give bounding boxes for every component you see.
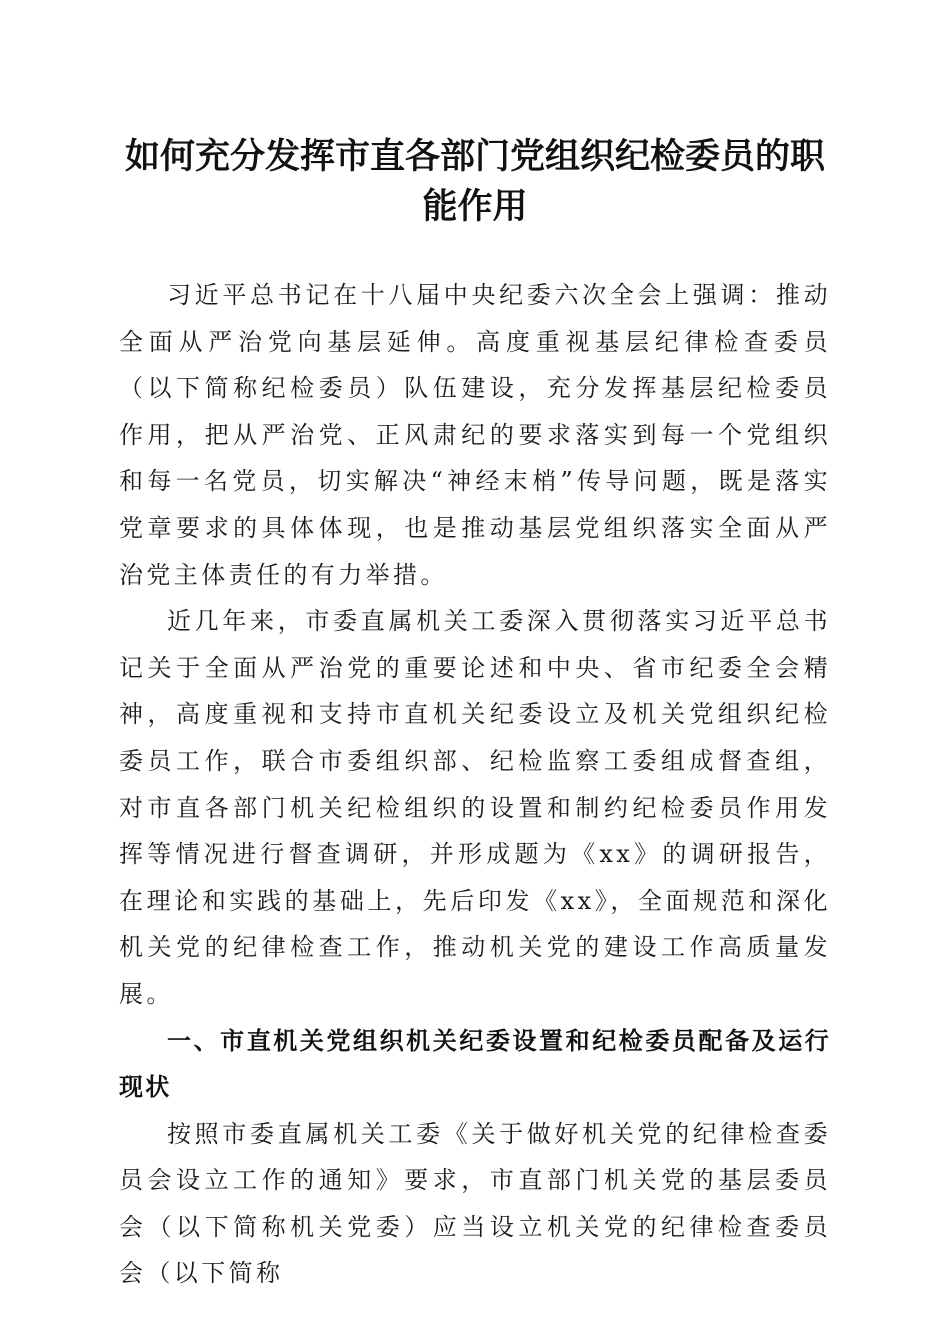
section-heading: 一、市直机关党组织机关纪委设置和纪检委员配备及运行现状 [119,1026,831,1102]
paragraph-section-1: 按照市委直属机关工委《关于做好机关党的纪律检查委员会设立工作的通知》要求，市直部门机关党的基层委员会（以下简称机关党委）应当设立机关党的纪律检查委员会（以下简称 [119,1119,831,1288]
paragraph-intro: 习近平总书记在十八届中央纪委六次全会上强调：推动全面从严治党向基层延伸。高度重视基层纪律检查委员（以下简称纪检委员）队伍建设，充分发挥基层纪检委员作用，把从严治党、正风肃纪的要求落实到每一个党组织和每一名党员，切实解决“神经末梢”传导问题，既是落实党章要求的具体体现，也是推动基层党组织落实全面从严治党主体责任的有力举措。 [119,281,831,589]
document-body [119,272,831,1297]
document-title: 如何充分发挥市直各部门党组织纪检委员的职能作用 [124,136,825,227]
paragraph-background: 近几年来，市委直属机关工委深入贯彻落实习近平总书记关于全面从严治党的重要论述和中央、省市纪委全会精神，高度重视和支持市直机关纪委设立及机关党组织纪检委员工作，联合市委组织部、纪检监察工委组成督查组，对市直各部门机关纪检组织的设置和制约纪检委员作用发挥等情况进行督查调研，并形成题为《xx》的调研报告，在理论和实践的基础上，先后印发《xx》，全面规范和深化机关党的纪律检查工作，推动机关党的建设工作高质量发展。 [119,607,831,1008]
